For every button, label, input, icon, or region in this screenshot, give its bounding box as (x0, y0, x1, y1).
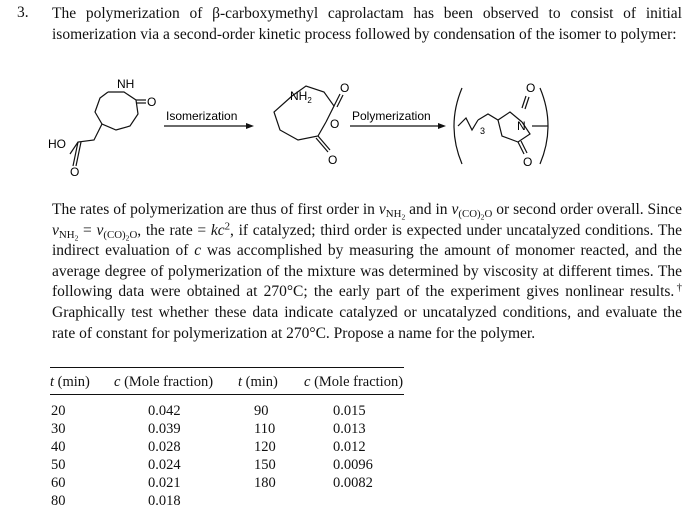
nh-label: NH (117, 78, 135, 91)
header-conc-1: c (Mole fraction) (114, 374, 214, 390)
problem-intro: The polymerization of β-carboxymethyl caprolactam has been observed to consist of initial isomerization via a second-order kinetic process followed by condensation of the isomer to polymer: (52, 5, 682, 43)
table-cell: 0.013 (333, 421, 366, 437)
header-time-2: t (min) (238, 374, 278, 390)
ho-label: HO (48, 137, 66, 151)
table-cell: 0.039 (148, 421, 181, 437)
problem-body: The rates of polymerization are thus of first order in $\nu_{NH_2}$ and in $\nu_{(CO)_2O}$ or second order overall. Since $\nu_{NH_2} = \nu_{(CO)_2O}$, the rate = $kc^2$, if catalyzed; third order is expected under uncatalyzed conditions. The indirect evaluation of c was accomplished by measuring the amount of monomer reacted, and the average degree of polymerization of the mixture was determined by viscosity at different times. The following data were obtained at 270°C; the early part of the experiment gives nonlinear results.† Graphically test whether these data indicate catalyzed or uncatalyzed conditions, and evaluate the rate of constant for polymerization at 270°C. Propose a name for the polymer. (52, 201, 683, 342)
carbonyl-o-label: O (147, 95, 157, 109)
table-cell: 110 (254, 421, 276, 437)
table-cell: 40 (51, 439, 66, 455)
isomerization-arrow (164, 123, 254, 129)
table-cell: 50 (51, 457, 66, 473)
table-cell: 90 (254, 403, 269, 419)
anhydride-o-ring: O (330, 117, 340, 131)
table-cell: 150 (254, 457, 276, 473)
table-cell: 0.012 (333, 439, 366, 455)
table-cell: 30 (51, 421, 66, 437)
table-header-rule (50, 394, 404, 395)
polymer-o-top: O (526, 81, 536, 95)
table-cell: 0.0082 (333, 475, 373, 491)
polymer-structure (454, 88, 548, 164)
nh2-label: $NH_2$ (290, 89, 312, 105)
table-cell: 0.021 (148, 475, 181, 491)
polymer-n-label: N (517, 119, 526, 133)
caprolactam-structure (70, 92, 146, 166)
table-cell: 80 (51, 493, 66, 509)
header-time-1: t (min) (50, 374, 90, 390)
anhydride-o-top: O (340, 81, 350, 95)
table-cell: 60 (51, 475, 66, 491)
table-cell: 120 (254, 439, 276, 455)
table-cell: 0.042 (148, 403, 181, 419)
table-cell: 0.028 (148, 439, 181, 455)
footnote-dagger: † (674, 281, 683, 294)
polymer-subscript-3: 3 (480, 126, 486, 136)
polymerization-arrow (350, 123, 446, 129)
polymer-o-bottom: O (523, 155, 533, 169)
polymerization-label: Polymerization (352, 109, 431, 123)
problem-number: 3. (17, 4, 29, 21)
reaction-scheme (40, 78, 600, 188)
table-cell: 0.0096 (333, 457, 373, 473)
table-top-rule (50, 367, 404, 368)
table-cell: 180 (254, 475, 276, 491)
table-cell: 0.024 (148, 457, 181, 473)
acid-o-label: O (70, 165, 80, 179)
header-conc-2: c (Mole fraction) (304, 374, 404, 390)
table-cell: 20 (51, 403, 66, 419)
anhydride-o-bottom: O (328, 153, 338, 167)
table-cell: 0.015 (333, 403, 366, 419)
table-cell: 0.018 (148, 493, 181, 509)
isomerization-label: Isomerization (166, 109, 238, 123)
